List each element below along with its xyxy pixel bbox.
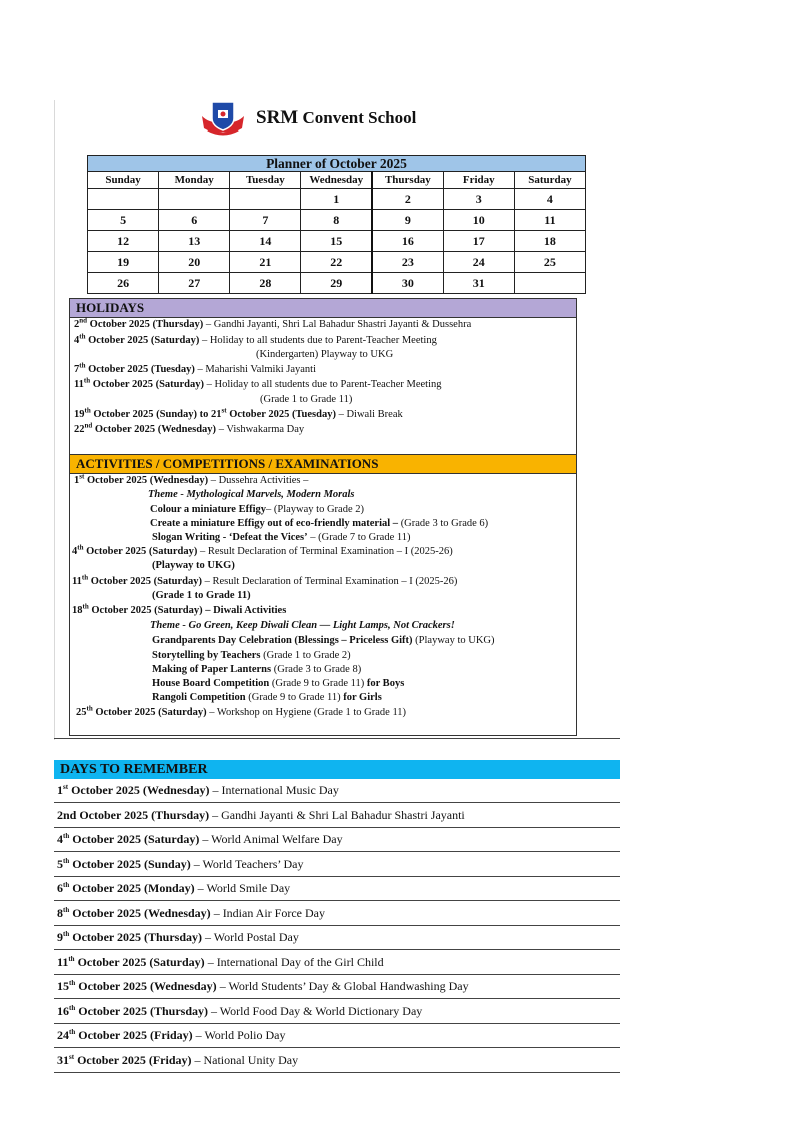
activity-dussehra: 1st October 2025 (Wednesday) – Dussehra Activities –	[74, 472, 309, 486]
calendar-day-cell: 20	[159, 252, 230, 273]
holiday-item: (Kindergarten) Playway to UKG	[256, 349, 394, 360]
calendar-day-cell: 8	[301, 210, 372, 231]
calendar-week-row	[88, 210, 586, 231]
calendar-day-cell: 15	[301, 231, 372, 252]
holiday-item: 4th October 2025 (Saturday) – Holiday to all students due to Parent-Teacher Meeting	[74, 332, 437, 346]
weekday-label: Saturday	[514, 172, 585, 189]
calendar-day-cell	[514, 273, 585, 294]
day-to-remember-row: 9th October 2025 (Thursday) – World Postal Day	[54, 926, 620, 950]
calendar-day-cell: 30	[372, 273, 443, 294]
calendar-day-cell: 31	[443, 273, 514, 294]
activity-line: Storytelling by Teachers (Grade 1 to Grade 2)	[152, 650, 351, 661]
weekday-header-row	[88, 172, 586, 189]
activities-section	[69, 454, 577, 736]
holidays-section	[69, 298, 577, 456]
calendar-day-cell	[230, 189, 301, 210]
activity-line: (Playway to UKG)	[152, 560, 235, 571]
weekday-label: Monday	[159, 172, 230, 189]
activity-line: Making of Paper Lanterns (Grade 3 to Grade 8)	[152, 664, 362, 675]
school-header	[198, 98, 416, 138]
activity-hygiene: 25th October 2025 (Saturday) – Workshop on Hygiene (Grade 1 to Grade 11)	[76, 704, 407, 718]
school-name: SRM Convent School	[256, 107, 417, 128]
holiday-item: 22nd October 2025 (Wednesday) – Vishwakarma Day	[74, 421, 305, 435]
activity-line: House Board Competition (Grade 9 to Grade 11) for Boys	[152, 678, 405, 689]
calendar-day-cell	[88, 189, 159, 210]
calendar-day-cell: 11	[514, 210, 585, 231]
calendar-day-cell: 10	[443, 210, 514, 231]
day-to-remember-row: 1st October 2025 (Wednesday) – International Music Day	[54, 779, 620, 803]
calendar-day-cell: 27	[159, 273, 230, 294]
calendar-day-cell: 6	[159, 210, 230, 231]
school-crest-icon	[198, 98, 248, 138]
activity-line: Grandparents Day Celebration (Blessings – Priceless Gift) (Playway to UKG)	[152, 635, 495, 646]
weekday-label: Friday	[443, 172, 514, 189]
calendar-day-cell: 23	[372, 252, 443, 273]
october-calendar	[87, 155, 586, 294]
weekday-label: Tuesday	[230, 172, 301, 189]
calendar-day-cell: 5	[88, 210, 159, 231]
calendar-day-cell: 18	[514, 231, 585, 252]
calendar-day-cell: 21	[230, 252, 301, 273]
calendar-day-cell	[159, 189, 230, 210]
activity-line: (Grade 1 to Grade 11)	[152, 590, 251, 601]
holiday-item: (Grade 1 to Grade 11)	[260, 394, 353, 405]
calendar-day-cell: 2	[372, 189, 443, 210]
calendar-week-row	[88, 273, 586, 294]
page-margin-rule	[54, 100, 55, 740]
calendar-day-cell: 25	[514, 252, 585, 273]
weekday-label: Wednesday	[301, 172, 372, 189]
holiday-item: 11th October 2025 (Saturday) – Holiday to all students due to Parent-Teacher Meeting	[74, 376, 442, 390]
calendar-day-cell: 4	[514, 189, 585, 210]
day-to-remember-row: 8th October 2025 (Wednesday) – Indian Air Force Day	[54, 902, 620, 926]
activity-diwali-theme: Theme - Go Green, Keep Diwali Clean — Light Lamps, Not Crackers!	[150, 620, 455, 631]
calendar-week-row	[88, 231, 586, 252]
activity-line: Rangoli Competition (Grade 9 to Grade 11) for Girls	[152, 692, 382, 703]
calendar-day-cell: 17	[443, 231, 514, 252]
calendar-day-cell: 16	[372, 231, 443, 252]
calendar-day-cell: 9	[372, 210, 443, 231]
weekday-label: Thursday	[372, 172, 443, 189]
calendar-day-cell: 26	[88, 273, 159, 294]
activity-line: Colour a miniature Effigy– (Playway to Grade 2)	[150, 504, 364, 515]
activity-line: Create a miniature Effigy out of eco-friendly material – (Grade 3 to Grade 6)	[150, 518, 489, 529]
calendar-day-cell: 1	[301, 189, 372, 210]
activity-line: Slogan Writing - ‘Defeat the Vices’ – (Grade 7 to Grade 11)	[152, 532, 411, 543]
day-to-remember-row: 16th October 2025 (Thursday) – World Food Day & World Dictionary Day	[54, 1000, 620, 1024]
activity-diwali: 18th October 2025 (Saturday) – Diwali Activities	[72, 602, 287, 616]
calendar-day-cell: 28	[230, 273, 301, 294]
calendar-week-row	[88, 252, 586, 273]
calendar-day-cell: 12	[88, 231, 159, 252]
holiday-item: 7th October 2025 (Tuesday) – Maharishi Valmiki Jayanti	[74, 361, 316, 375]
activities-heading: ACTIVITIES / COMPETITIONS / EXAMINATIONS	[70, 455, 576, 474]
calendar-day-cell: 19	[88, 252, 159, 273]
activity-result-kg: 4th October 2025 (Saturday) – Result Declaration of Terminal Examination – I (2025-26)	[72, 543, 453, 557]
calendar-day-cell: 29	[301, 273, 372, 294]
day-to-remember-row: 24th October 2025 (Friday) – World Polio Day	[54, 1024, 620, 1048]
calendar-day-cell: 13	[159, 231, 230, 252]
day-to-remember-row: 6th October 2025 (Monday) – World Smile Day	[54, 877, 620, 901]
weekday-label: Sunday	[88, 172, 159, 189]
day-to-remember-row: 15th October 2025 (Wednesday) – World Students’ Day & Global Handwashing Day	[54, 975, 620, 999]
day-to-remember-row: 31st October 2025 (Friday) – National Unity Day	[54, 1049, 620, 1073]
holiday-item: 19th October 2025 (Sunday) to 21st October 2025 (Tuesday) – Diwali Break	[74, 406, 403, 420]
day-to-remember-row: 2nd October 2025 (Thursday) – Gandhi Jayanti & Shri Lal Bahadur Shastri Jayanti	[54, 804, 620, 828]
calendar-day-cell: 14	[230, 231, 301, 252]
holiday-item: 2nd October 2025 (Thursday) – Gandhi Jayanti, Shri Lal Bahadur Shastri Jayanti & Dussehra	[74, 316, 472, 330]
day-to-remember-row: 4th October 2025 (Saturday) – World Animal Welfare Day	[54, 828, 620, 852]
calendar-week-row	[88, 189, 586, 210]
divider	[54, 738, 620, 739]
activity-result-grades: 11th October 2025 (Saturday) – Result Declaration of Terminal Examination – I (2025-26)	[72, 573, 458, 587]
calendar-title: Planner of October 2025	[88, 156, 586, 172]
calendar-day-cell: 7	[230, 210, 301, 231]
calendar-day-cell: 24	[443, 252, 514, 273]
holidays-heading: HOLIDAYS	[70, 299, 576, 318]
calendar-day-cell: 22	[301, 252, 372, 273]
day-to-remember-row: 5th October 2025 (Sunday) – World Teachers’ Day	[54, 853, 620, 877]
day-to-remember-row: 11th October 2025 (Saturday) – International Day of the Girl Child	[54, 951, 620, 975]
calendar-day-cell: 3	[443, 189, 514, 210]
days-to-remember-heading: DAYS TO REMEMBER	[54, 760, 620, 779]
activity-dussehra-theme: Theme - Mythological Marvels, Modern Morals	[148, 489, 355, 500]
